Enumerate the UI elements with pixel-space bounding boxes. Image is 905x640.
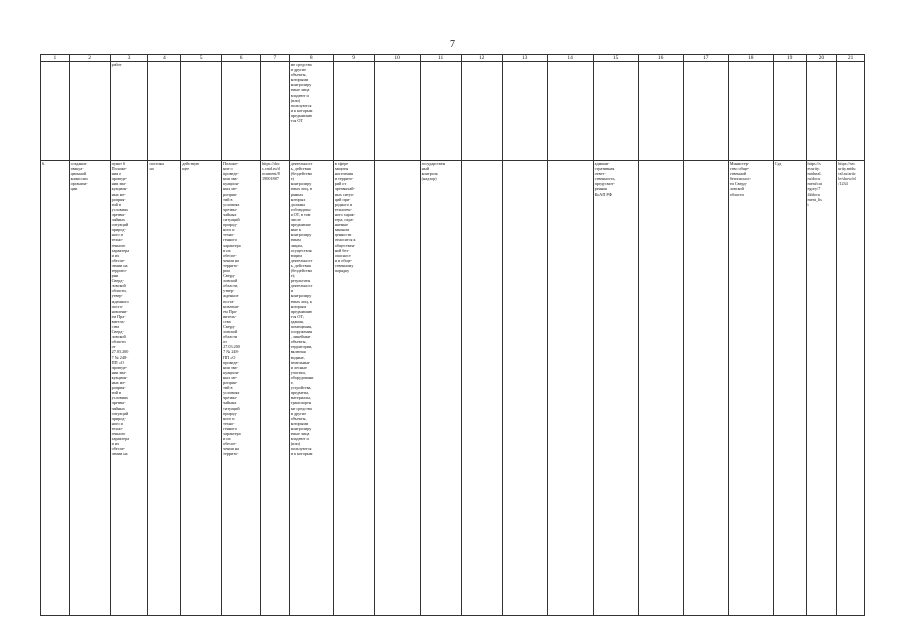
column-number-cell: 2 [69, 55, 110, 62]
column-number-cell: 21 [837, 55, 865, 62]
column-number-cell: 10 [374, 55, 420, 62]
column-number-cell: 13 [502, 55, 547, 62]
continuation-row [41, 62, 865, 161]
column-number-cell: 1 [41, 55, 70, 62]
table-cell [837, 62, 865, 161]
table-cell: https://s ecurity. midural. ru/docu ment/cat egory/7 4#docu ment_lis t [806, 161, 837, 616]
table-cell [728, 62, 773, 161]
table-cell: работ [110, 62, 148, 161]
table-cell [374, 62, 420, 161]
table-cell: https://doc s.cntd.ru/d ocument/8 19001887 [261, 161, 290, 616]
column-number-cell: 9 [333, 55, 374, 62]
table-cell: действую щее [181, 161, 222, 616]
register-table [40, 54, 865, 616]
table-cell [502, 161, 547, 616]
table-cell: админи- стративная ответ- ственность, предусмот- ренная КоАП РФ [593, 161, 638, 616]
table-cell [461, 62, 502, 161]
table-cell: 6. [41, 161, 70, 616]
table-cell [222, 62, 261, 161]
table-cell [806, 62, 837, 161]
page-number: 7 [450, 39, 455, 50]
table-cell [69, 62, 110, 161]
table-cell [41, 62, 70, 161]
table-cell: Министер- ство обще- ственной безопаснос- ти Сверд- ловской области [728, 161, 773, 616]
table-cell: создание эвакуа- ционной комиссии организа- ции [69, 161, 110, 616]
column-number-cell: 12 [461, 55, 502, 62]
table-cell [461, 161, 502, 616]
table-cell [148, 62, 181, 161]
table-cell: Суд [773, 161, 806, 616]
table-cell: ме средства и другие объекты, которыми контролиру емые лица владеют и (или) пользуются и к которым предъявляю тся ОТ [289, 62, 333, 161]
table-cell [333, 62, 374, 161]
table-row [41, 161, 865, 616]
table-cell: https://sec urity.midu ral.ru/artic le/show/id /1234 [837, 161, 865, 616]
table-cell [261, 62, 290, 161]
table-cell: постоян но [148, 161, 181, 616]
table-cell [420, 62, 461, 161]
table-cell [683, 161, 728, 616]
table-cell: в сфере защиты населения и террито- рий от чрезвычай- ных ситуа- ций при- родного и техноген- ного харак- тера, охра- няемые законом ценности относятся к обществен- ной без- опасност и и обще- ственному порядку [333, 161, 374, 616]
column-number-cell: 20 [806, 55, 837, 62]
column-number-cell: 5 [181, 55, 222, 62]
column-number-cell: 8 [289, 55, 333, 62]
table-cell: пункт 6 Положе- ния о проведе- нии эва- куацион- ных ме- роприя- тий в условиях чрезвы- чайных ситуаций природ- ного и техно- генного характера и их обеспе- чении на террито- рии Сверд- ловской области, утвер- жденного поста- новлени- ем Пра- витель- ства Сверд- ловской области от 27.03.200 7 № 248- ПП «О проведе- нии эва- куацион- ных ме- роприя- тий в условиях чрезвы- чайных ситуаций природ- ного и техно- генного характера и их обеспе- чении на [110, 161, 148, 616]
table-cell [374, 161, 420, 616]
table-cell [683, 62, 728, 161]
column-number-cell: 6 [222, 55, 261, 62]
table-cell [547, 161, 593, 616]
table-cell [593, 62, 638, 161]
table-cell [638, 161, 683, 616]
column-number-row [41, 55, 865, 62]
column-number-cell: 14 [547, 55, 593, 62]
column-number-cell: 4 [148, 55, 181, 62]
column-number-cell: 15 [593, 55, 638, 62]
table-cell [547, 62, 593, 161]
table-cell [638, 62, 683, 161]
table-cell [502, 62, 547, 161]
column-number-cell: 11 [420, 55, 461, 62]
table-cell: деятельност ь, действия (бездействи е) контролиру емых лиц, в рамках которых должны соблюдатьс я ОТ, в том числе предъявляе мые к контролиру емым лицам, осуществля ющим деятельност ь, действия (бездействи е); результаты деятельност и контролиру емых лиц, к которым предъявляю тся ОТ; здания, помещения, сооружения , линейные объекты, территории, включая водные, земельные и лесные участки, оборудовани е, устройства, предметы, материалы, транспортн ые средства и другие объекты, которыми контролиру емые лица владеют и (или) пользуются и к которым [289, 161, 333, 616]
table-cell: государствен ный контроль (надзор) [420, 161, 461, 616]
table-cell [773, 62, 806, 161]
column-number-cell: 19 [773, 55, 806, 62]
column-number-cell: 16 [638, 55, 683, 62]
column-number-cell: 3 [110, 55, 148, 62]
column-number-cell: 18 [728, 55, 773, 62]
column-number-cell: 7 [261, 55, 290, 62]
table-cell: Положе- ние о проведе- нии эва- куацион- ных ме- роприя- тий в условиях чрезвы- чайных ситуаций природ- ного и техно- генного характера и их обеспе- чении на террито- рии Сверд- ловской области, утвер- жденное поста- новлени- ем Пра- витель- ства Сверд- ловской области от 27.03.200 7 № 248- ПП «О проведе- нии эва- куацион- ных ме- роприя- тий в условиях чрезвы- чайных ситуаций природ- ного и техно- генного характера и их обеспе- чении на террито- [222, 161, 261, 616]
table-cell [181, 62, 222, 161]
column-number-cell: 17 [683, 55, 728, 62]
